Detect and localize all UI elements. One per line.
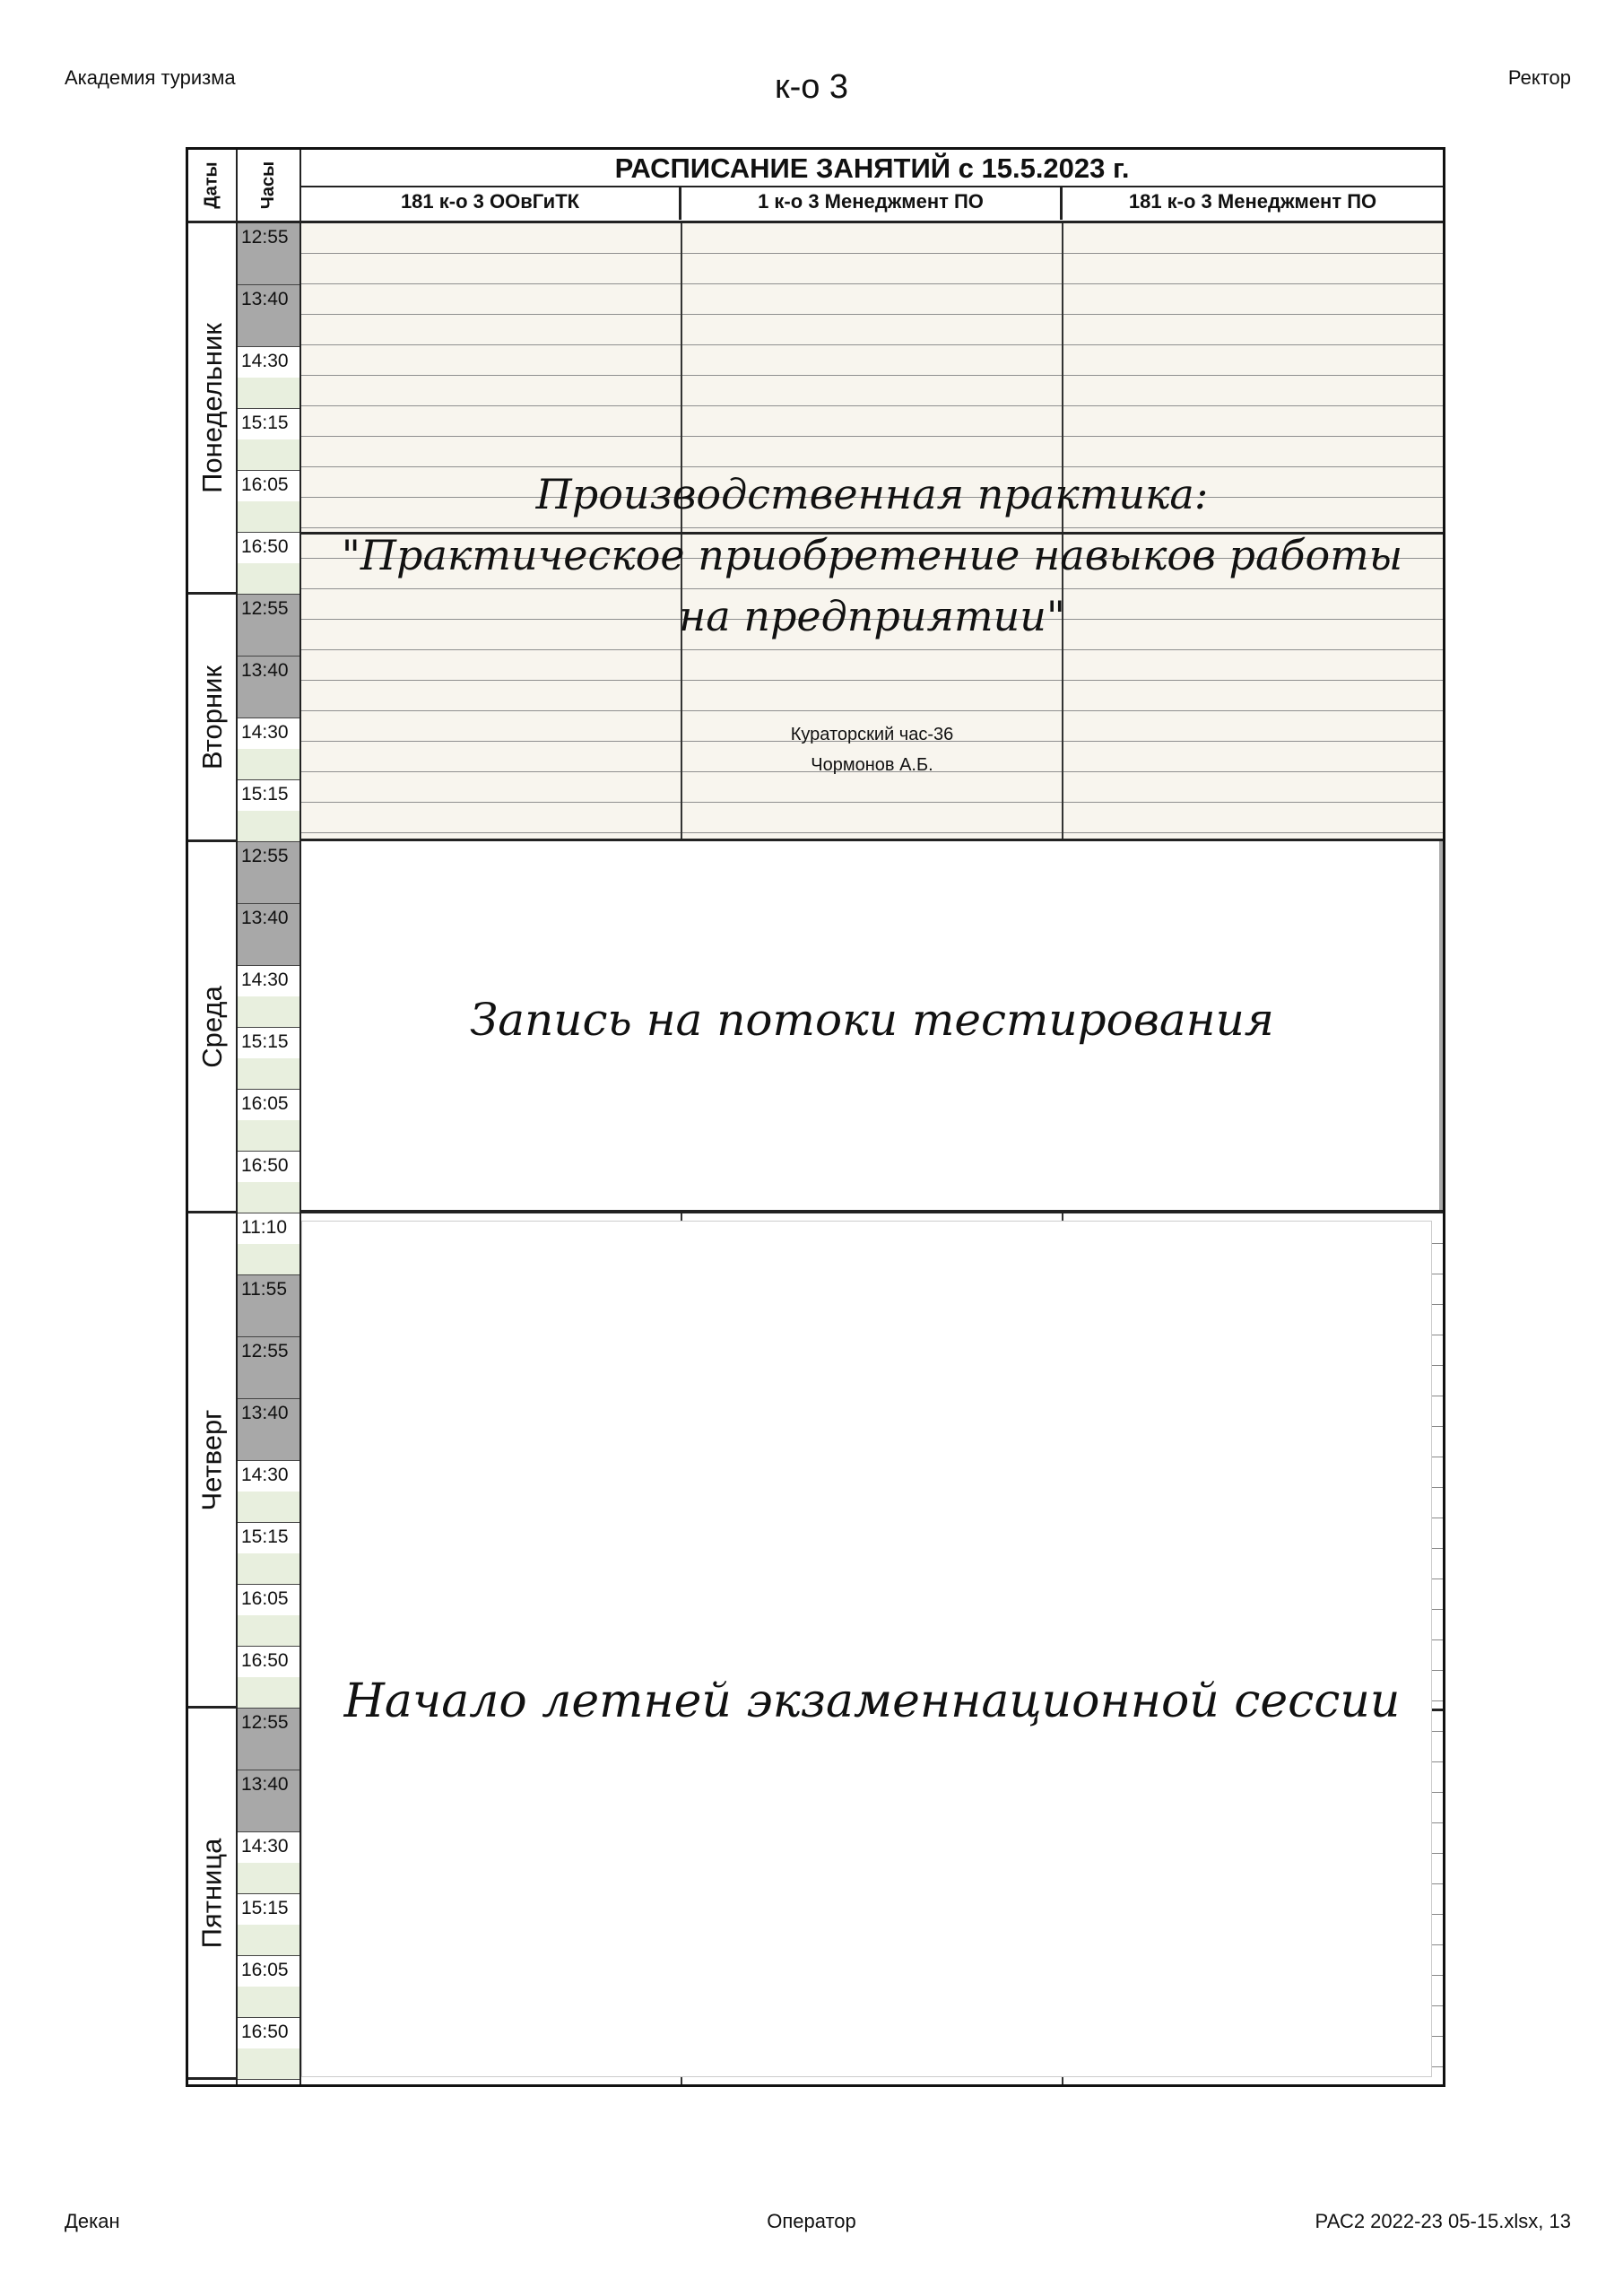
time-slot: 13:40: [238, 285, 299, 347]
hours-header: [238, 150, 301, 223]
practice-block: [301, 223, 1443, 841]
time-slot: 11:55: [238, 1275, 299, 1337]
time-slot: 13:40: [238, 1399, 299, 1461]
dates-header: [188, 150, 238, 223]
day-label: Понедельник: [195, 322, 228, 493]
time-slot: 16:50: [238, 533, 299, 595]
time-slot: 11:10: [238, 1213, 299, 1275]
session-note: Начало летней экзаменнационной сессии: [343, 1674, 1401, 1728]
time-slot: 12:55: [238, 1709, 299, 1770]
wednesday-note: Запись на потоки тестирования: [470, 994, 1274, 1046]
time-slot: 12:55: [238, 842, 299, 904]
day-label: Четверг: [195, 1409, 228, 1510]
day-cell: [188, 595, 236, 842]
day-label: Вторник: [195, 665, 228, 770]
column-header-1: 181 к-о 3 ООвГиТК: [301, 187, 681, 220]
day-label: Среда: [195, 985, 228, 1068]
schedule-table: [186, 147, 1445, 2087]
time-slot: 15:15: [238, 1894, 299, 1956]
time-slot: 12:55: [238, 595, 299, 657]
practice-line-1: Производственная практика:: [535, 470, 1209, 518]
time-slot: 14:30: [238, 966, 299, 1028]
time-slot: 14:30: [238, 347, 299, 409]
time-slot: 16:05: [238, 1090, 299, 1152]
dates-header-label: Даты: [202, 161, 221, 209]
column-header-3: 181 к-о 3 Менеджмент ПО: [1128, 190, 1377, 213]
time-slot: 13:40: [238, 1770, 299, 1832]
practice-title: [301, 464, 1443, 647]
day-cell: [188, 842, 236, 1213]
time-slot: 12:55: [238, 1337, 299, 1399]
time-slot: 13:40: [238, 904, 299, 966]
day-cell: [188, 1213, 236, 1709]
time-slot: 15:15: [238, 1028, 299, 1090]
day-cell: [188, 1709, 236, 2080]
time-slot: 14:30: [238, 718, 299, 780]
practice-line-2: "Практическое приобретение навыков работы: [341, 531, 1403, 579]
time-slot: 15:15: [238, 780, 299, 842]
session-block: [301, 1213, 1443, 2084]
time-column: [238, 223, 301, 2084]
time-slot: 13:40: [238, 657, 299, 718]
time-slot: 14:30: [238, 1832, 299, 1894]
time-slot: 16:05: [238, 1956, 299, 2018]
day-label: Пятница: [195, 1838, 228, 1948]
day-cell: [188, 223, 236, 595]
time-slot: 16:50: [238, 1647, 299, 1709]
practice-line-3: на предприятии": [679, 592, 1065, 640]
operator-label: Оператор: [767, 2210, 856, 2232]
time-slot: 12:55: [238, 223, 299, 285]
institution-name: Академия туризма: [65, 66, 236, 89]
wednesday-block: [301, 841, 1443, 1213]
curator-line-1: Кураторский час-36: [790, 725, 954, 744]
time-slot: 16:50: [238, 2018, 299, 2080]
hours-header-label: Часы: [257, 161, 278, 210]
session-edge-lines: [1432, 1213, 1443, 2084]
table-heading: [301, 150, 1443, 223]
time-slot: 15:15: [238, 1523, 299, 1585]
curator-note: [681, 719, 1063, 780]
file-reference: РАС2 2022-23 05-15.xlsx, 13: [1315, 2210, 1571, 2232]
column-header-2: 1 к-о 3 Менеджмент ПО: [681, 187, 1063, 220]
time-slot: 15:15: [238, 409, 299, 471]
time-slot: 16:05: [238, 471, 299, 533]
time-slot: 16:05: [238, 1585, 299, 1647]
schedule-title: РАСПИСАНИЕ ЗАНЯТИЙ с 15.5.2023 г.: [301, 150, 1443, 187]
time-slot: 16:50: [238, 1152, 299, 1213]
day-column: [188, 223, 238, 2084]
curator-line-2: Чормонов А.Б.: [811, 755, 933, 775]
time-slot: 14:30: [238, 1461, 299, 1523]
page-title: к-о 3: [774, 68, 849, 106]
dean-label: Декан: [65, 2210, 120, 2232]
session-panel: [301, 1221, 1432, 2077]
rector-label: Ректор: [1507, 66, 1571, 89]
